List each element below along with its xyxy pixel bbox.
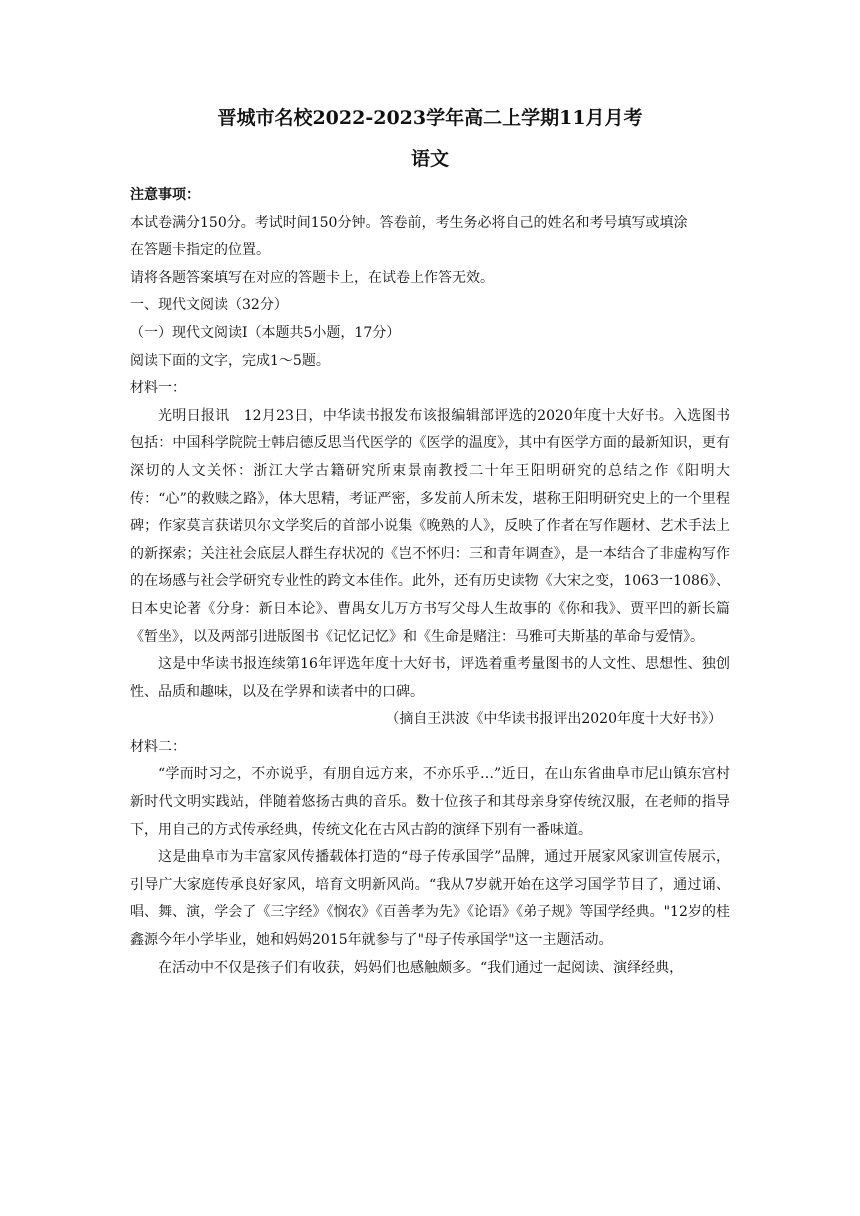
material-paragraph: 在活动中不仅是孩子们有收获，妈妈们也感触颇多。“我们通过一起阅读、演绎经典， [158, 959, 684, 976]
material-paragraph: 这是曲阜市为丰富家风传播载体打造的“母子传承国学”品牌，通过开展家风家训宣传展示，引导广大家庭传承良好家风，培育文明新风尚。“我从7岁就开始在这学习国学节目了，通过诵、唱、舞、演，学会了《三字经》《悯农》《百善孝为先》《论语》《弟子规》等国学经典。"12岁的桂鑫源今年小学毕业，她和妈妈2015年就参与了"母子传承国学"这一主题活动。 [130, 849, 730, 949]
material-paragraph: 光明日报讯 12月23日，中华读书报发布该报编辑部评选的2020年度十大好书。入选图书包括：中国科学院院士韩启德反思当代医学的《医学的温度》，其中有医学方面的最新知识，更有深切的人文关怀：浙江大学古籍研究所束景南教授二十年王阳明研究的总结之作《阳明大传：“心”的救赎之路》，体大思精，考证严密，多发前人所未发，堪称王阳明研究史上的一个里程碑；作家莫言获诺贝尔文学奖后的首部小说集《晚熟的人》，反映了作者在写作题材、艺术手法上的新探索；关注社会底层人群生存状况的《岂不怀归：三和青年调查》，是一本结合了非虚构写作的在场感与社会学研究专业性的跨文本佳作。此外，还有历史读物《大宋之变，1063一1086》、日本史论著《分身：新日本论》、曹禺女儿万方书写父母人生故事的《你和我》、贾平凹的新长篇《暂坐》，以及两部引进版图书《记忆记忆》和《生命是赌注：马雅可夫斯基的革命与爱情》。 [130, 407, 730, 645]
notice-line: 在答题卡指定的位置。 [130, 242, 270, 259]
material-paragraph: 这是中华读书报连续第16年评选年度十大好书，评选着重考量图书的人文性、思想性、独创性、品质和趣味，以及在学界和读者中的口碑。 [130, 656, 730, 700]
notice-line: 本试卷满分150分。考试时间150分钟。答卷前，考生务必将自己的姓名和考号填写或填涂 [130, 214, 688, 231]
material-label: 材料二： [130, 738, 186, 755]
reading-instruction: 阅读下面的文字，完成1～5题。 [130, 352, 330, 369]
subsection-heading: （一）现代文阅读Ⅰ（本题共5小题，17分） [130, 324, 401, 341]
exam-title: 晋城市名校2022-2023学年高二上学期11月月考 [217, 107, 643, 129]
subject-title: 语文 [410, 148, 449, 170]
notice-line: 请将各题答案填写在对应的答题卡上，在试卷上作答无效。 [130, 269, 494, 286]
material-source: （摘自王洪波《中华读书报评出2020年度十大好书》） [385, 711, 722, 728]
notice-heading: 注意事项： [130, 187, 200, 203]
material-label: 材料一： [130, 380, 186, 397]
section-heading: 一、现代文阅读（32分） [130, 297, 288, 314]
exam-content [130, 182, 730, 982]
material-paragraph: “学而时习之，不亦说乎，有朋自远方来，不亦乐乎…”近日，在山东省曲阜市尼山镇东宫村新时代文明实践站，伴随着悠扬古典的音乐。数十位孩子和其母亲身穿传统汉服，在老师的指导下，用自己的方式传承经典，传统文化在古风古韵的演绎下别有一番味道。 [130, 766, 730, 838]
